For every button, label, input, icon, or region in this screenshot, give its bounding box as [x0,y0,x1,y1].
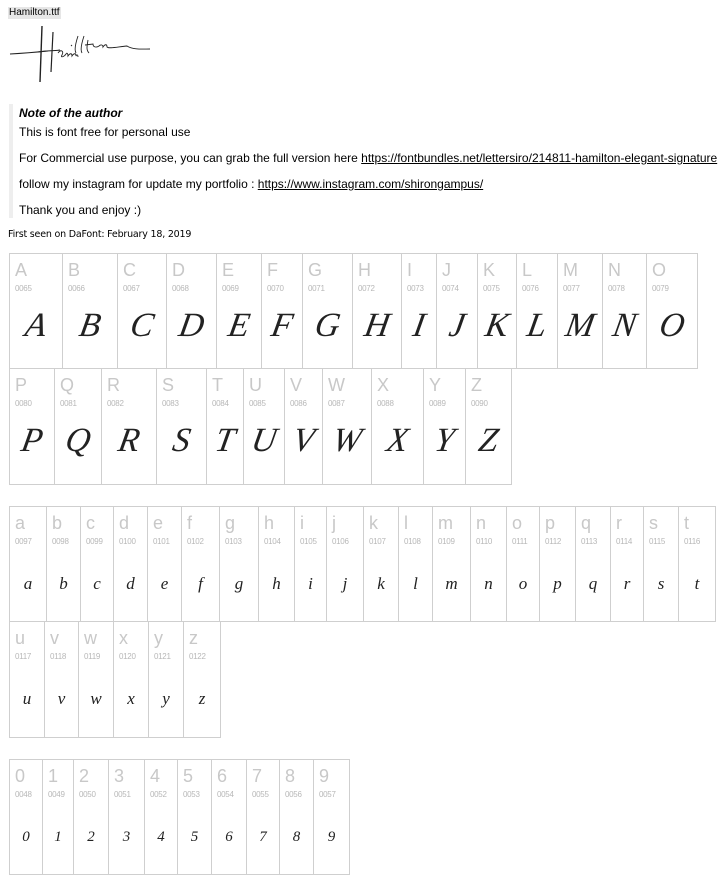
glyph-cell [539,506,576,622]
glyph-preview: r [623,574,631,593]
glyph-cell [42,759,74,875]
glyph-cell [216,253,262,369]
glyph-preview: G [312,307,344,344]
glyph-cell [423,368,466,485]
character-label: G [308,260,323,280]
character-label: 6 [217,766,228,786]
character-code: 0100 [119,537,136,546]
glyph-preview: H [361,307,393,344]
glyph-cell [470,506,507,622]
character-code: 0053 [183,790,200,799]
character-label: u [15,628,26,648]
character-label: Y [429,375,442,395]
hamilton-signature-logo [8,20,158,84]
character-code: 0067 [123,284,140,293]
character-label: n [476,513,487,533]
character-code: 0055 [252,790,269,799]
character-label: F [267,260,278,280]
glyph-cell [371,368,424,485]
character-label: z [189,628,198,648]
character-code: 0102 [187,537,204,546]
glyph-cell [166,253,217,369]
character-label: s [649,513,658,533]
character-label: g [225,513,236,533]
glyph-cell [678,506,716,622]
character-label: b [52,513,63,533]
glyph-cell [73,759,109,875]
glyph-cell [78,621,114,738]
glyph-cell [101,368,157,485]
character-label: i [300,513,304,533]
character-label: R [107,375,120,395]
glyph-cell [313,759,350,875]
glyph-preview: b [59,574,68,593]
glyph-cell [113,621,149,738]
glyph-cell [352,253,402,369]
glyph-cell [322,368,372,485]
character-code: 0101 [153,537,170,546]
glyph-cell [610,506,644,622]
character-label: q [581,513,592,533]
glyph-preview: A [22,307,50,344]
character-code: 0080 [15,399,32,408]
character-code: 0108 [404,537,421,546]
glyph-preview: 5 [190,829,199,845]
character-code: 0054 [217,790,234,799]
character-label: Q [60,375,75,395]
glyph-cell [646,253,698,369]
character-label: 9 [319,766,330,786]
character-code: 0110 [476,537,493,546]
glyph-preview: 7 [259,829,267,845]
glyph-preview: z [198,689,206,708]
character-label: 2 [79,766,90,786]
glyph-preview: q [588,574,598,593]
character-label: y [154,628,163,648]
character-code: 0118 [50,652,67,661]
character-code: 0048 [15,790,32,799]
character-code: 0077 [563,284,580,293]
glyph-cell [148,621,184,738]
character-label: t [684,513,690,533]
character-code: 0083 [162,399,179,408]
character-code: 0103 [225,537,242,546]
glyph-preview: n [484,574,493,593]
character-code: 0079 [652,284,669,293]
character-code: 0068 [172,284,189,293]
character-label: e [153,513,164,533]
character-code: 0085 [249,399,266,408]
glyph-cell [9,253,63,369]
character-code: 0104 [264,537,281,546]
glyph-cell [62,253,118,369]
glyph-preview: u [22,689,32,708]
character-label: l [404,513,408,533]
glyph-preview: y [162,689,170,708]
glyph-cell [401,253,437,369]
glyph-cell [243,368,285,485]
glyph-preview: P [18,422,46,459]
character-label: I [407,260,413,280]
character-code: 0097 [15,537,32,546]
glyph-preview: 4 [157,829,165,845]
glyph-cell [477,253,517,369]
glyph-cell [54,368,102,485]
glyph-preview: c [93,574,101,593]
glyph-preview: 2 [87,829,95,845]
glyph-cell [9,759,43,875]
character-code: 0072 [358,284,375,293]
character-code: 0081 [60,399,77,408]
character-label: 7 [252,766,263,786]
character-label: C [123,260,136,280]
character-label: K [483,260,496,280]
character-code: 0071 [308,284,325,293]
note-line-commercial [19,151,717,165]
glyph-preview: 0 [22,829,30,845]
note-heading: Note of the author [19,106,123,120]
character-code: 0087 [328,399,345,408]
glyph-preview: t [694,574,700,593]
character-label: S [162,375,175,395]
glyph-preview: x [127,689,135,708]
glyph-preview: N [609,307,640,344]
character-label: U [249,375,262,395]
character-code: 0066 [68,284,85,293]
character-label: T [212,375,223,395]
character-code: 0121 [154,652,171,661]
glyph-cell [294,506,327,622]
commercial-text: For Commercial use purpose, you can grab the full version here [19,151,362,165]
glyph-preview: F [268,307,296,344]
glyph-preview: g [234,574,244,593]
character-label: w [84,628,97,648]
glyph-preview: d [126,574,135,593]
character-label: M [563,260,578,280]
glyph-cell [465,368,512,485]
glyph-cell [432,506,471,622]
character-label: v [50,628,59,648]
note-line-instagram [19,177,483,191]
character-label: H [358,260,371,280]
glyph-preview: s [657,574,665,593]
glyph-cell [363,506,399,622]
glyph-cell [144,759,178,875]
glyph-cell [9,506,47,622]
character-code: 0049 [48,790,65,799]
author-note [9,104,725,218]
glyph-cell [46,506,81,622]
glyph-preview: O [656,307,688,344]
glyph-cell [436,253,478,369]
character-label: 4 [150,766,161,786]
glyph-preview: T [212,422,238,459]
character-code: 0084 [212,399,229,408]
character-label: W [328,375,345,395]
note-line-personal-use: This is font free for personal use [19,125,191,139]
character-code: 0122 [189,652,206,661]
character-label: P [15,375,28,395]
glyph-cell [643,506,679,622]
glyph-cell [516,253,558,369]
glyph-preview: B [76,307,104,344]
glyph-preview: 8 [292,829,301,845]
glyph-preview: p [553,574,562,593]
character-code: 0065 [15,284,32,293]
character-code: 0112 [545,537,562,546]
glyph-preview: M [562,307,598,344]
glyph-preview: j [342,574,348,593]
character-code: 0120 [119,652,136,661]
glyph-preview: W [329,422,365,459]
glyph-cell [117,253,167,369]
character-code: 0113 [581,537,598,546]
character-code: 0073 [407,284,424,293]
character-label: A [15,260,28,280]
glyph-preview: V [289,422,318,459]
glyph-cell [279,759,314,875]
glyph-cell [9,621,45,738]
character-code: 0109 [438,537,455,546]
glyph-cell [506,506,540,622]
glyph-preview: l [413,574,418,593]
glyph-preview: 9 [327,829,336,845]
glyph-preview: K [482,307,512,344]
character-code: 0069 [222,284,239,293]
glyph-cell [398,506,433,622]
character-label: J [442,260,451,280]
glyph-preview: E [225,307,253,344]
glyph-cell [302,253,353,369]
glyph-cell [211,759,247,875]
character-code: 0116 [684,537,701,546]
glyph-cell [284,368,323,485]
character-label: V [290,375,303,395]
character-label: h [264,513,275,533]
character-label: O [652,260,667,280]
character-code: 0078 [608,284,625,293]
glyph-preview: Y [431,422,458,459]
character-label: D [172,260,185,280]
glyph-preview: w [90,689,102,708]
glyph-preview: m [445,574,458,593]
character-label: x [119,628,128,648]
note-line-thanks: Thank you and enjoy :) [19,203,142,217]
character-label: d [119,513,130,533]
glyph-preview: Z [475,422,502,459]
glyph-cell [219,506,259,622]
glyph-cell [44,621,79,738]
character-code: 0051 [114,790,131,799]
character-code: 0075 [483,284,500,293]
glyph-preview: J [446,307,468,344]
character-label: r [616,513,622,533]
character-label: f [187,513,193,533]
fontbundles-link[interactable]: https://fontbundles.net/lettersiro/214811-hamilton-elegant-signature [361,151,718,165]
glyph-preview: v [57,689,66,708]
glyph-preview: i [308,574,313,593]
character-code: 0056 [285,790,302,799]
glyph-preview: U [248,422,280,459]
character-label: j [332,513,336,533]
character-label: N [608,260,621,280]
glyph-preview: 1 [54,829,62,845]
character-code: 0086 [290,399,307,408]
glyph-cell [147,506,182,622]
glyph-cell [80,506,114,622]
glyph-cell [156,368,207,485]
character-code: 0111 [512,537,528,546]
first-seen-date: First seen on DaFont: February 18, 2019 [8,229,192,240]
character-label: B [68,260,81,280]
glyph-preview: S [169,422,194,459]
character-code: 0119 [84,652,101,661]
glyph-cell [575,506,611,622]
character-code: 0089 [429,399,446,408]
glyph-cell [602,253,647,369]
glyph-cell [183,621,221,738]
glyph-cell [206,368,244,485]
character-code: 0088 [377,399,394,408]
character-label: o [512,513,523,533]
glyph-preview: L [524,307,550,344]
character-label: 3 [114,766,125,786]
character-label: L [522,260,533,280]
instagram-link[interactable]: https://www.instagram.com/shirongampus/ [257,177,484,191]
glyph-cell [258,506,295,622]
glyph-preview: X [383,422,412,459]
character-code: 0057 [319,790,336,799]
character-code: 0115 [649,537,666,546]
glyph-preview: Q [62,422,94,459]
glyph-cell [113,506,148,622]
glyph-cell [9,368,55,485]
character-label: X [377,375,390,395]
glyph-preview: a [23,574,33,593]
glyph-preview: e [160,574,169,593]
font-file-name: Hamilton.ttf [9,7,60,18]
character-code: 0099 [86,537,103,546]
character-code: 0052 [150,790,167,799]
glyph-cell [108,759,145,875]
glyph-preview: C [127,307,157,344]
glyph-preview: 3 [122,829,131,845]
glyph-preview: R [115,422,143,459]
instagram-text: follow my instagram for update my portfolio : [19,177,258,191]
character-code: 0082 [107,399,124,408]
character-code: 0105 [300,537,317,546]
glyph-preview: D [176,307,208,344]
character-label: 1 [48,766,59,786]
character-code: 0114 [616,537,633,546]
character-label: 0 [15,766,26,786]
glyph-cell [557,253,603,369]
character-code: 0074 [442,284,459,293]
glyph-cell [246,759,280,875]
character-label: c [86,513,95,533]
glyph-cell [177,759,212,875]
glyph-preview: f [198,574,203,593]
glyph-cell [261,253,303,369]
character-code: 0098 [52,537,69,546]
character-code: 0076 [522,284,539,293]
glyph-preview: 6 [225,829,233,845]
character-code: 0107 [369,537,386,546]
character-label: m [438,513,453,533]
character-label: p [545,513,556,533]
character-code: 0050 [79,790,96,799]
character-code: 0090 [471,399,488,408]
glyph-cell [326,506,364,622]
glyph-preview: o [518,574,528,593]
character-code: 0070 [267,284,284,293]
character-label: k [369,513,378,533]
character-label: Z [471,375,482,395]
character-code: 0117 [15,652,32,661]
glyph-preview: k [377,574,385,593]
glyph-cell [181,506,220,622]
character-label: 8 [285,766,296,786]
character-label: E [222,260,235,280]
character-code: 0106 [332,537,349,546]
character-label: a [15,513,26,533]
glyph-preview: I [410,307,429,344]
glyph-preview: h [272,574,281,593]
character-label: 5 [183,766,194,786]
